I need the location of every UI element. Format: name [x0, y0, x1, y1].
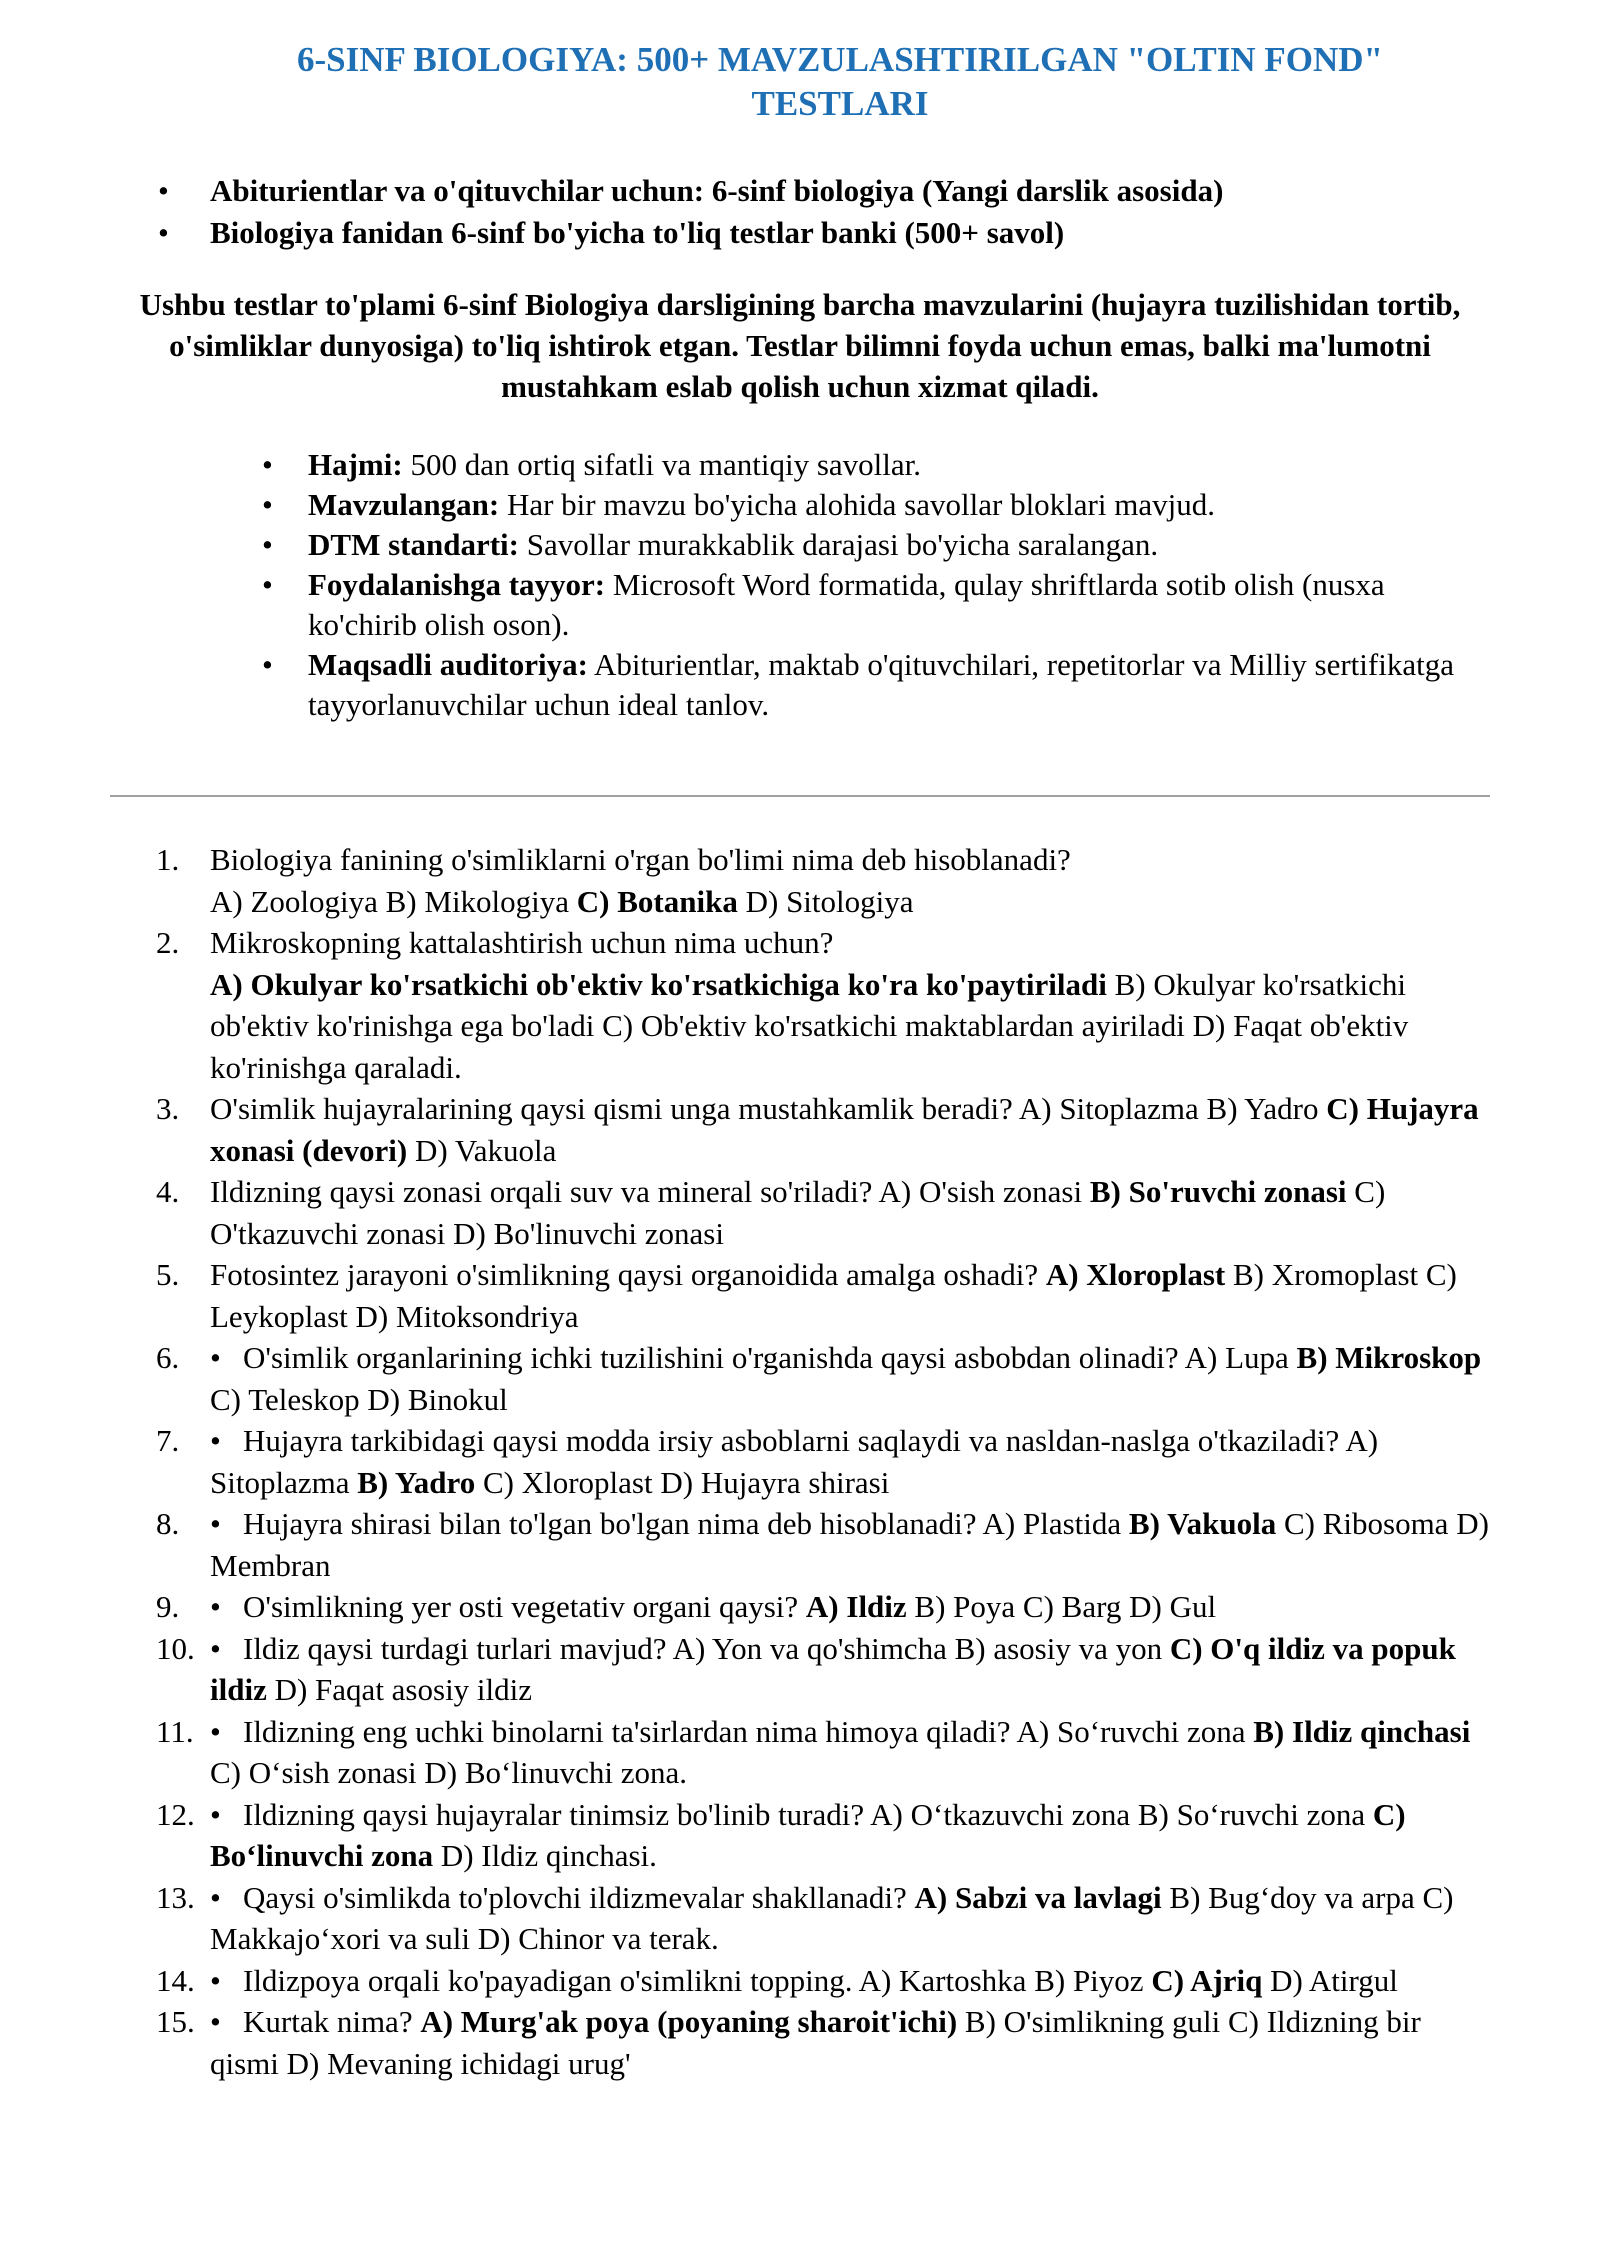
question-bullet: • [210, 1630, 221, 1666]
question-item [110, 1088, 1490, 1171]
question-item [110, 2001, 1490, 2084]
question-number: 13. [156, 1879, 195, 1915]
question-number: 8. [156, 1506, 180, 1541]
question-text: Kurtak nima? [243, 2004, 421, 2039]
feature-text: 500 dan ortiq sifatli va mantiqiy savollar. [402, 447, 921, 482]
feature-text: Har bir mavzu bo'yicha alohida savollar bloklari mavjud. [499, 487, 1215, 522]
horizontal-divider [110, 795, 1490, 797]
question-item [110, 1503, 1490, 1586]
description-paragraph: Ushbu testlar to'plami 6-sinf Biologiya darsligining barcha mavzularini (hujayra tuzilishidan tortib, o'simliklar dunyosiga) to'liq ishtirok etgan. Testlar bilimni foyda uchun emas, balki ma'lumotni mustahkam eslab qolish uchun xizmat qiladi. [139, 287, 1461, 404]
question-text: C) Xloroplast D) Hujayra shirasi [475, 1464, 890, 1500]
correct-answer: B) Vakuola [1128, 1506, 1277, 1541]
question-number: 14. [156, 1962, 195, 1998]
question-bullet: • [210, 1589, 221, 1624]
question-number: 15. [156, 2004, 195, 2039]
correct-answer: A) Ildiz [805, 1589, 907, 1624]
question-text: Hujayra tarkibidagi qaysi modda irsiy asboblarni saqlaydi va nasldan-naslga o'tkaziladi? A) Sitoplazma [210, 1423, 1379, 1500]
correct-answer: C) O'q ildiz va popuk ildiz [210, 1630, 1456, 1707]
question-text: O'simlik organlarining ichki tuzilishini o'rganishda qaysi asbobdan olinadi? A) Lupa [243, 1340, 1297, 1375]
question-text: Hujayra shirasi bilan to'lgan bo'lgan nima deb hisoblanadi? A) Plastida [243, 1506, 1129, 1541]
question-item [110, 1794, 1490, 1877]
question-number: 6. [156, 1340, 180, 1375]
question-bullet: • [210, 2004, 221, 2039]
question-text: Ildizning qaysi zonasi orqali suv va mineral so'riladi? A) O'sish zonasi [210, 1174, 1090, 1209]
correct-answer: A) Xloroplast [1045, 1257, 1226, 1292]
feature-item [308, 445, 1488, 485]
question-text: Ildizpoya orqali ko'payadigan o'simlikni topping. A) Kartoshka B) Piyoz [243, 1962, 1152, 1998]
question-number: 9. [156, 1589, 180, 1624]
question-text: D) Atirgul [1262, 1962, 1398, 1998]
question-text: Biologiya fanining o'simliklarni o'rgan bo'limi nima deb hisoblanadi? [210, 842, 1071, 877]
question-bullet: • [210, 1506, 221, 1541]
question-text: B) Bug‘doy va arpa C) Makkajo‘xori va suli D) Chinor va terak. [210, 1879, 1454, 1956]
question-item [110, 1877, 1490, 1960]
question-item [110, 1586, 1490, 1628]
question-number: 12. [156, 1796, 195, 1832]
correct-answer: A) Murg'ak poya (poyaning sharoit'ichi) [420, 2004, 958, 2039]
question-text: A) Zoologiya B) Mikologiya [210, 883, 577, 919]
question-text: C) Teleskop D) Binokul [210, 1381, 508, 1417]
question-text: B) Xromoplast C) Leykoplast D) Mitoksondriya [210, 1257, 1457, 1334]
question-item [110, 1420, 1490, 1503]
question-number: 4. [156, 1174, 180, 1209]
question-text: B) Poya C) Barg D) Gul [906, 1589, 1217, 1624]
correct-answer: A) Sabzi va lavlagi [914, 1879, 1162, 1915]
question-text: D) Vakuola [407, 1132, 557, 1168]
question-bullet: • [210, 1713, 221, 1749]
question-text: O'simlikning yer osti vegetativ organi qaysi? [243, 1589, 806, 1624]
correct-answer: C) Hujayra xonasi (devori) [210, 1091, 1479, 1168]
question-bullet: • [210, 1340, 221, 1375]
question-text: Mikroskopning kattalashtirish uchun nima uchun? [210, 925, 834, 960]
feature-label: Foydalanishga tayyor: [308, 567, 606, 602]
correct-answer: B) Ildiz qinchasi [1253, 1713, 1471, 1749]
intro-item: • Biologiya fanidan 6-sinf bo'yicha to'liq testlar banki (500+ savol) [210, 212, 1490, 254]
question-text: Ildiz qaysi turdagi turlari mavjud? A) Yon va qo'shimcha B) asosiy va yon [243, 1630, 1170, 1666]
question-text: B) Okulyar ko'rsatkichi ob'ektiv ko'rinishga ega bo'ladi C) Ob'ektiv ko'rsatkichi maktablardan ayiriladi D) Faqat ob'ektiv ko'rinishga qaraladi. [210, 966, 1409, 1085]
question-text: D) Ildiz qinchasi. [433, 1838, 657, 1873]
question-bullet: • [210, 1423, 221, 1458]
correct-answer: C) Botanika [576, 883, 738, 919]
question-text: B) O'simlikning guli C) Ildizning bir qismi D) Mevaning ichidagi urug' [210, 2004, 1421, 2081]
feature-text: Microsoft Word formatida, qulay shriftlarda sotib olish (nusxa ko'chirib olish oson). [308, 567, 1385, 642]
feature-label: Hajmi: [308, 447, 403, 482]
correct-answer: B) So'ruvchi zonasi [1089, 1174, 1347, 1209]
feature-text: Abiturientlar, maktab o'qituvchilari, repetitorlar va Milliy sertifikatga tayyorlanuvchilar uchun ideal tanlov. [308, 647, 1454, 722]
feature-item [308, 645, 1488, 725]
feature-label: Mavzulangan: [308, 487, 500, 522]
question-item [110, 1337, 1490, 1420]
question-item [110, 1960, 1490, 2002]
question-text: O'simlik hujayralarining qaysi qismi unga mustahkamlik beradi? A) Sitoplazma B) Yadro [210, 1091, 1327, 1126]
question-list [110, 839, 1490, 2084]
document-title: 6-SINF BIOLOGIYA: 500+ MAVZULASHTIRILGAN "OLTIN FOND" TESTLARI [297, 40, 1383, 123]
intro-list [110, 170, 1490, 254]
question-text: D) Faqat asosiy ildiz [266, 1672, 533, 1707]
question-text: Ildizning qaysi hujayralar tinimsiz bo'linib turadi? A) O‘tkazuvchi zona B) So‘ruvchi zona [243, 1796, 1373, 1832]
question-text: Fotosintez jarayoni o'simlikning qaysi organoidida amalga oshadi? [210, 1257, 1046, 1292]
feature-item [308, 565, 1488, 645]
question-text: Ildizning eng uchki binolarni ta'sirlardan nima himoya qiladi? A) So‘ruvchi zona [243, 1713, 1254, 1749]
features-list [110, 445, 1488, 725]
feature-label: DTM standarti: [308, 527, 519, 562]
question-item [110, 1711, 1490, 1794]
correct-answer: B) Mikroskop [1296, 1340, 1482, 1375]
correct-answer: B) Yadro [357, 1464, 476, 1500]
question-item [110, 1171, 1490, 1254]
intro-item: • Abiturientlar va o'qituvchilar uchun: 6-sinf biologiya (Yangi darslik asosida) [210, 170, 1490, 212]
feature-item [308, 525, 1488, 565]
correct-answer: C) Bo‘linuvchi zona [210, 1796, 1406, 1873]
question-item [110, 1628, 1490, 1711]
correct-answer: C) Ajriq [1151, 1962, 1263, 1998]
feature-item [308, 485, 1488, 525]
question-number: 11. [156, 1713, 194, 1749]
question-text: C) O‘sish zonasi D) Bo‘linuvchi zona. [210, 1755, 687, 1790]
question-text: Qaysi o'simlikda to'plovchi ildizmevalar shakllanadi? [243, 1879, 915, 1915]
feature-text: Savollar murakkablik darajasi bo'yicha saralangan. [518, 527, 1159, 562]
question-bullet: • [210, 1962, 221, 1998]
correct-answer: A) Okulyar ko'rsatkichi ob'ektiv ko'rsatkichiga ko'ra ko'paytiriladi [210, 966, 1107, 1002]
question-item [110, 922, 1490, 1088]
question-text: C) Ribosoma D) Membran [210, 1506, 1489, 1583]
question-text: C) O'tkazuvchi zonasi D) Bo'linuvchi zonasi [210, 1174, 1386, 1251]
question-item [110, 839, 1490, 922]
question-bullet: • [210, 1796, 221, 1832]
feature-label: Maqsadli auditoriya: [308, 647, 588, 682]
question-number: 1. [156, 842, 180, 877]
question-number: 10. [156, 1630, 195, 1666]
question-number: 7. [156, 1423, 180, 1458]
question-bullet: • [210, 1879, 221, 1915]
question-number: 3. [156, 1091, 180, 1126]
question-number: 5. [156, 1257, 180, 1292]
question-number: 2. [156, 925, 180, 960]
question-item [110, 1254, 1490, 1337]
question-text: D) Sitologiya [737, 883, 914, 919]
